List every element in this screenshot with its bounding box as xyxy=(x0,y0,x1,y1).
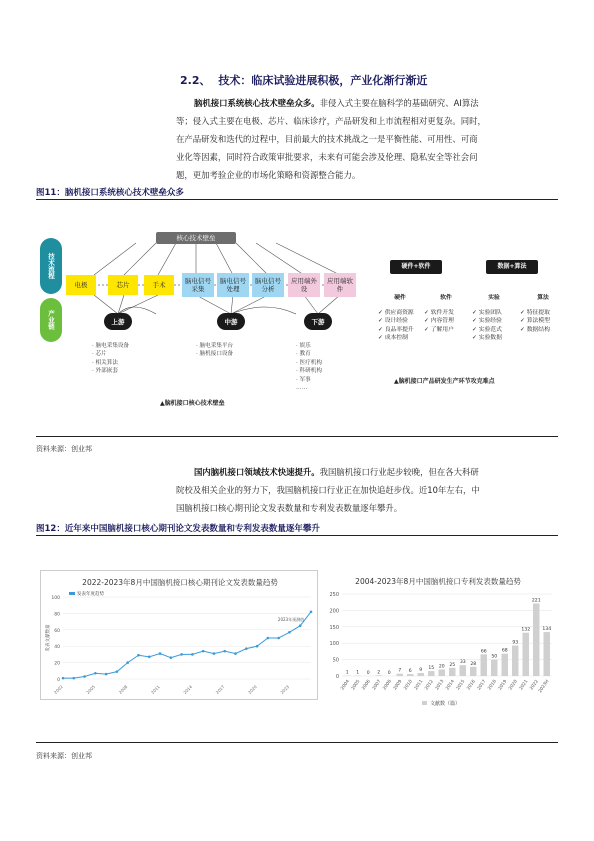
data-label: 0 xyxy=(387,671,391,676)
bar xyxy=(396,674,403,676)
data-label: 1 xyxy=(345,670,349,676)
x-tick-label: 2005 xyxy=(85,684,97,695)
list-item: ✓ 了解用户 xyxy=(424,326,454,333)
midstream-list xyxy=(196,342,233,359)
source-note-2: 资料来源：创业邦 xyxy=(36,752,92,760)
legend-label: 发表年度趋势 xyxy=(77,592,104,597)
data-label: 33 xyxy=(459,660,466,666)
x-tick-label: 2006 xyxy=(361,679,372,692)
legend-swatch xyxy=(422,701,427,705)
patent-trend-chart xyxy=(320,570,556,710)
stage-midstream: 中游 xyxy=(217,313,245,330)
data-point xyxy=(83,675,86,678)
list-item: · 科研机构 xyxy=(296,368,322,375)
list-item: · 军事 xyxy=(296,376,311,383)
x-tick-label: 2007 xyxy=(371,679,383,692)
x-tick-label: 2004 xyxy=(340,679,351,692)
data-label: 2 xyxy=(377,670,381,676)
list-item: ✓ 数据结构 xyxy=(520,326,550,333)
stage-upstream: 上游 xyxy=(104,313,132,330)
figure-11-bottom-rule xyxy=(36,436,558,437)
x-tick-label: 2011 xyxy=(413,679,425,692)
y-tick-label: 80 xyxy=(54,612,60,618)
figure-11-caption: 图11：脑机接口系统核心技术壁垒众多 xyxy=(36,188,184,198)
figure-12-top-rule xyxy=(36,535,558,536)
list-item: …… xyxy=(296,385,308,392)
section-title: 技术：临床试验进展积极，产业化渐行渐近 xyxy=(218,74,428,87)
section-number: 2.2、 xyxy=(180,74,211,87)
col-hardware xyxy=(378,294,422,343)
tech-box-peripheral: 应用端外设 xyxy=(288,273,320,297)
paragraph-2-line: 院校及相关企业的努力下，我国脑机接口行业正在加快追赶步伐。近10年左右，中 xyxy=(176,485,480,495)
tech-box-eeg-processing: 脑电信号处理 xyxy=(217,273,249,297)
chart-title: 2004-2023年8月中国脑机接口专利发表数量趋势 xyxy=(355,577,521,586)
data-label: 66 xyxy=(480,649,487,655)
col-title: 软件 xyxy=(440,295,452,301)
data-point xyxy=(105,673,108,676)
bar xyxy=(491,660,498,676)
data-label: 20 xyxy=(438,664,445,670)
col-title: 实验 xyxy=(488,295,500,301)
tech-barrier-diagram xyxy=(36,206,366,416)
data-label: 9 xyxy=(419,668,423,674)
data-point xyxy=(94,672,97,675)
x-tick-label: 2016 xyxy=(466,679,477,692)
annotation: 2023年预测值 xyxy=(277,616,305,622)
data-point xyxy=(72,677,75,680)
data-label: 25 xyxy=(449,662,456,668)
bar-chart-svg xyxy=(320,570,556,710)
bar xyxy=(543,632,550,676)
paragraph-1-line: 在产品研发和迭代的过程中，目前最大的技术挑战之一是平衡性能、可用性、可商 xyxy=(176,134,478,144)
col-title: 算法 xyxy=(537,295,549,301)
list-item: ✓ 软件开发 xyxy=(424,309,454,316)
data-point xyxy=(148,656,151,659)
x-tick-label: 2017 xyxy=(476,679,488,692)
list-item: ✓ 供应商资源 xyxy=(378,309,414,316)
figure-12-bottom-rule xyxy=(36,742,558,743)
x-tick-label: 2012 xyxy=(424,679,435,692)
paragraph-1-line: 等；侵入式主要在电极、芯片、临床诊疗，产品研发和上市流程相对更复杂。同时， xyxy=(176,116,486,126)
bar xyxy=(459,665,466,676)
list-item: · 医疗机构 xyxy=(296,359,322,366)
data-point xyxy=(267,637,270,640)
tech-process-label: 技术流程 xyxy=(40,238,62,294)
y-tick-label: 60 xyxy=(54,628,60,634)
figure-11-top-rule xyxy=(36,199,558,200)
data-label: 28 xyxy=(470,661,477,667)
list-item: ✓ 算法模型 xyxy=(520,318,550,325)
data-point xyxy=(213,652,216,655)
bar xyxy=(428,671,435,676)
data-label: 15 xyxy=(428,666,435,672)
bar xyxy=(522,633,529,676)
paragraph-2-line: 我国脑机接口行业起步较晚，但在各大科研 xyxy=(319,467,479,477)
data-point xyxy=(116,670,119,673)
x-tick-label: 2017 xyxy=(214,684,226,695)
x-tick-label: 2011 xyxy=(150,684,161,695)
data-label: 132 xyxy=(521,627,531,633)
x-tick-label: 2008 xyxy=(382,679,393,692)
data-point xyxy=(310,610,313,613)
bar xyxy=(407,674,414,676)
figure-12-caption: 图12：近年来中国脑机接口核心期刊论文发表数量和专利发表数量逐年攀升 xyxy=(36,524,320,534)
source-note-1: 资料来源：创业邦 xyxy=(36,445,92,453)
header-data-algorithm: 数据+算法 xyxy=(486,260,538,274)
y-tick-label: 100 xyxy=(329,641,339,648)
list-item: · 相关算法 xyxy=(92,359,118,366)
list-item: · 外部嵌套 xyxy=(92,368,118,375)
x-tick-label: 2002 xyxy=(52,684,64,695)
data-label: 134 xyxy=(542,627,552,633)
data-label: 7 xyxy=(398,668,402,674)
tech-box-software: 应用端软件 xyxy=(324,273,356,297)
bar xyxy=(449,668,456,676)
data-point xyxy=(256,645,259,648)
x-tick-label: 2015 xyxy=(455,679,467,692)
x-tick-label: 2020 xyxy=(247,684,258,695)
stage-downstream: 下游 xyxy=(304,313,332,330)
paragraph-1-line: 题，更加考验企业的市场化策略和资源整合能力。 xyxy=(176,170,361,180)
y-tick-label: 250 xyxy=(329,592,339,598)
data-label: 221 xyxy=(531,598,541,604)
col-experiment xyxy=(472,294,516,343)
col-title: 硬件 xyxy=(394,295,406,301)
data-label: 6 xyxy=(408,669,412,675)
data-point xyxy=(299,624,302,627)
x-tick-label: 2023H xyxy=(537,679,551,695)
list-item: ✓ 成本控制 xyxy=(378,335,408,342)
x-tick-label: 2005 xyxy=(350,679,362,692)
list-item: ✓ 设计经验 xyxy=(378,318,408,325)
paragraph-2 xyxy=(176,463,560,517)
data-point xyxy=(288,631,291,634)
data-point xyxy=(277,637,280,640)
y-tick-label: 20 xyxy=(54,661,60,667)
bar xyxy=(480,654,487,676)
paragraph-2-lead: 国内脑机接口领域技术快速提升。 xyxy=(194,467,320,477)
paragraph-1-line: 非侵入式主要在脑科学的基础研究、AI算法 xyxy=(319,98,479,108)
paragraph-2-line: 国脑机接口核心期刊论文发表数量和专利发表数量逐年攀升。 xyxy=(176,503,403,513)
list-item: ✓ 实验范式 xyxy=(472,326,502,333)
list-item: · 脑电采集设备 xyxy=(92,343,130,349)
col-software xyxy=(424,294,468,334)
y-tick-label: 150 xyxy=(329,624,339,631)
data-label: 1 xyxy=(356,670,360,676)
x-tick-label: 2022 xyxy=(529,679,540,692)
tech-box-chip: 芯片 xyxy=(108,275,138,295)
data-point xyxy=(159,652,162,655)
x-tick-label: 2010 xyxy=(403,679,414,692)
data-point xyxy=(126,661,129,664)
data-point xyxy=(170,656,173,659)
bar xyxy=(533,604,540,676)
list-item: · 芯片 xyxy=(92,351,107,358)
x-tick-label: 2009 xyxy=(392,679,404,692)
data-label: 50 xyxy=(491,654,498,660)
y-tick-label: 0 xyxy=(335,674,339,680)
x-tick-label: 2018 xyxy=(487,679,498,692)
upstream-list xyxy=(92,342,129,376)
list-item: ✓ 实验团队 xyxy=(472,309,502,316)
data-point xyxy=(223,650,226,653)
list-item: ✓ 实验数据 xyxy=(472,335,502,342)
x-tick-label: 2021 xyxy=(518,679,530,692)
x-tick-label: 2020 xyxy=(508,679,519,692)
y-tick-label: 50 xyxy=(332,657,339,664)
paragraph-1-lead: 脑机接口系统核心技术壁垒众多。 xyxy=(194,98,320,108)
bar xyxy=(375,675,382,676)
data-point xyxy=(191,653,194,656)
data-point xyxy=(202,650,205,653)
x-tick-label: 2014 xyxy=(445,679,456,692)
line-chart-svg xyxy=(41,571,319,701)
list-item: ✓ 特征提取 xyxy=(520,309,550,316)
diagram-left-caption: ▲脑机接口核心技术壁垒 xyxy=(160,400,225,407)
tech-box-eeg-analysis: 脑电信号分析 xyxy=(252,273,284,297)
tech-box-electrode: 电极 xyxy=(66,275,96,295)
section-heading xyxy=(180,72,427,88)
downstream-list xyxy=(296,342,322,392)
y-tick-label: 40 xyxy=(54,645,60,651)
bar xyxy=(438,669,445,676)
x-tick-label: 2014 xyxy=(182,684,194,695)
data-point xyxy=(62,677,65,680)
industry-chain-label: 产业链 xyxy=(40,298,62,342)
y-axis-label: 发表文献数量 xyxy=(46,624,51,652)
header-hardware-software: 硬件+软件 xyxy=(390,260,442,274)
data-label: 68 xyxy=(501,648,508,654)
data-point xyxy=(234,652,237,655)
tech-box-eeg-acquisition: 脑电信号采集 xyxy=(182,273,214,297)
list-item: · 脑电采集平台 xyxy=(196,343,234,349)
diagram-right-caption: ▲脑机接口产品研发生产环节攻克难点 xyxy=(394,378,495,385)
paragraph-1 xyxy=(176,94,560,184)
x-tick-label: 2013 xyxy=(434,679,446,692)
x-tick-label: 2023 xyxy=(279,684,291,695)
list-item: · 教育 xyxy=(296,351,311,358)
bar xyxy=(417,673,424,676)
tech-box-surgery: 手术 xyxy=(144,275,174,295)
x-tick-label: 2019 xyxy=(497,679,509,692)
list-item: · 娱乐 xyxy=(296,343,311,349)
chart-title: 2022-2023年8月中国脑机接口核心期刊论文发表数量趋势 xyxy=(82,578,278,587)
data-point xyxy=(180,653,183,656)
list-item: ✓ 良品率提升 xyxy=(378,326,414,333)
col-algorithm xyxy=(520,294,566,334)
data-label: 0 xyxy=(366,671,370,676)
data-label: 93 xyxy=(512,640,519,646)
bar xyxy=(470,667,477,676)
list-item: ✓ 内容管理 xyxy=(424,318,454,325)
bar xyxy=(501,654,508,676)
bar xyxy=(512,645,519,676)
list-item: ✓ 实验经验 xyxy=(472,318,502,325)
data-point xyxy=(245,647,248,650)
x-tick-label: 2008 xyxy=(117,684,129,695)
legend-label: 文献数（篇） xyxy=(430,701,461,707)
paper-trend-chart xyxy=(40,570,318,700)
y-tick-label: 200 xyxy=(329,608,339,615)
rd-difficulty-panel xyxy=(378,250,568,390)
paragraph-1-line: 业化等因素，同时符合政策审批要求，未来有可能会涉及伦理、隐私安全等社会问 xyxy=(176,152,478,162)
y-tick-label: 100 xyxy=(51,596,60,601)
legend-swatch xyxy=(69,592,75,595)
series-line xyxy=(63,612,311,678)
data-point xyxy=(137,654,140,657)
core-barrier-label: 核心技术壁垒 xyxy=(156,232,236,244)
list-item: · 脑机接口设备 xyxy=(196,351,234,358)
y-tick-label: 0 xyxy=(57,678,60,683)
